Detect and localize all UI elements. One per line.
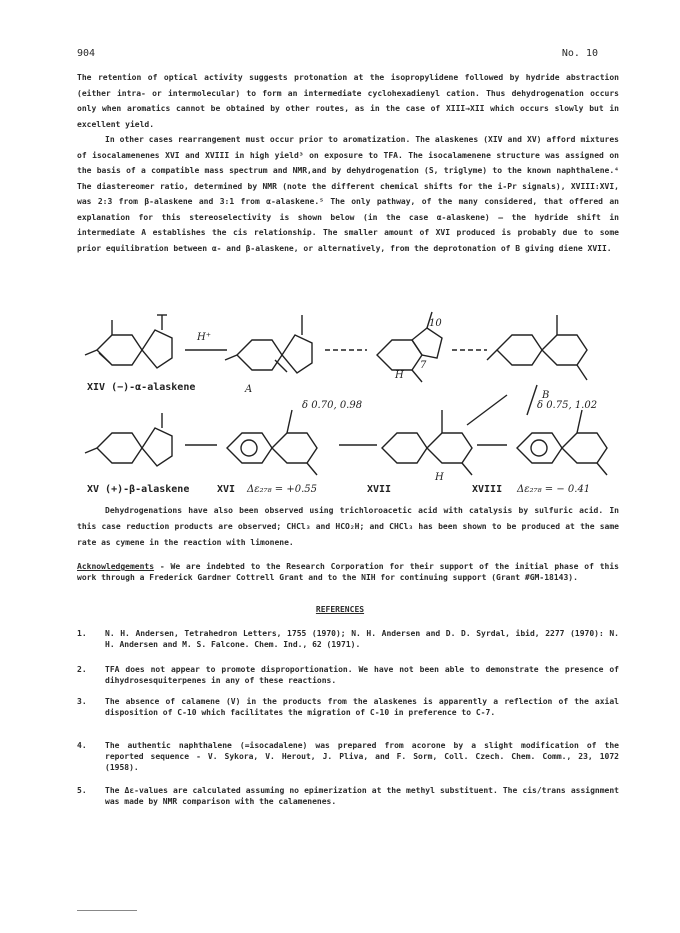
- label-xviii: XVIII: [472, 484, 503, 495]
- reference-number: 3.: [77, 697, 87, 706]
- ack-text: - We are indebted to the Research Corporation for their support of the initial phase of this work through a Frederick Gardner Cottrell Grant and to the NIH for continuing support (Grant #GM-18143).: [77, 562, 619, 582]
- label-xvii: XVII: [367, 484, 392, 495]
- label-a: A: [245, 384, 253, 395]
- issue-number: No. 10: [561, 48, 598, 59]
- reaction-scheme: [77, 300, 617, 500]
- reference-text: The absence of calamene (V) in the products from the alaskenes is apparently a reflection of the axial disposition of C-10 which facilitates the migration of C-10 in preference to C-7.: [105, 697, 619, 717]
- c7-label: 7: [420, 360, 427, 371]
- structure-xviii: [517, 410, 607, 475]
- label-xvi: XVI: [217, 484, 236, 495]
- paragraph-2: In other cases rearrangement must occur prior to aromatization. The alaskenes (XIV and XV) afford mixtures of isocalamenenes XVI and XVIII in high yield³ on exposure to TFA. The isocalamenene structure was assigned on the basis of a compatible mass spectrum and NMR,and by dehydrogenation (S, triglyme) to the known naphthalene.⁴ The diastereomer ratio, determined by NMR (note the different chemical shifts for the i-Pr signals), XVIII:XVI, was 2:3 from β-alaskene and 3:1 from α-alaskene.⁵ The only pathway, of the many considered, that offered an explanation for this stereoselectivity is shown below (in the case α-alaskene) — the hydride shift in intermediate A establishes the cis relationship. The smaller amount of XVI produced is probably due to some prior equilibration between α- and β-alaskene, or alternatively, from the deprotonation of B giving diene XVII.: [77, 135, 619, 253]
- arrow-4: [527, 385, 537, 415]
- structure-cation: [487, 315, 587, 380]
- c10-label: 10: [429, 318, 442, 329]
- references-title: REFERENCES: [315, 605, 365, 614]
- reference-text: The Δε-values are calculated assuming no epimerization at the methyl substituent. The cis/trans assignment was made by NMR comparison with the calamenenes.: [105, 786, 619, 806]
- reference-text: N. H. Andersen, Tetrahedron Letters, 1755 (1970); N. H. Andersen and D. D. Syrdal, ibid, 2277 (1970): N. H. Andersen and M. S. Falcone. Chem. Ind., 62 (1971).: [105, 629, 619, 649]
- paragraph-3-text: Dehydrogenations have also been observed using trichloroacetic acid with catalysis by sulfuric acid. In this case reduction products are observed; CHCl₃ and HCO₂H; and CHCl₃ has been shown to be produced at the same rate as cymene in the reaction with limonene.: [77, 506, 619, 547]
- structure-xvii: [382, 410, 472, 475]
- xviii-delta-epsilon: Δε₂₇₈ = − 0.41: [517, 484, 591, 495]
- reference-text: TFA does not appear to promote disproportionation. We have not been able to demonstrate the presence of dihydrosesquiterpenes in any of these reactions.: [105, 665, 619, 685]
- structure-a: [225, 315, 312, 373]
- structure-xv: [85, 413, 172, 466]
- ack-title: Acknowledgements: [77, 562, 155, 571]
- proton-label: H⁺: [197, 332, 211, 343]
- shift-label-2: δ 0.75, 1.02: [537, 400, 598, 411]
- reference-number: 5.: [77, 786, 87, 795]
- label-b: B: [542, 390, 550, 401]
- paragraph-1: The retention of optical activity suggests protonation at the isopropylidene followed by hydride abstraction (either intra- or intermolecular) to form an intermediate cyclohexadienyl cation. Thus dehydrogenation occurs only when aromatics cannot be obtained by other routes, as in the case of XIII→XII which occurs slowly but in excellent yield.: [77, 73, 619, 129]
- structure-xvi: [227, 410, 317, 475]
- reference-number: 4.: [77, 741, 87, 750]
- shift-label-1: δ 0.70, 0.98: [302, 400, 363, 411]
- h-label-1: H: [395, 370, 404, 381]
- arrow-5: [467, 395, 507, 425]
- structure-xiv: [85, 315, 172, 368]
- label-xv: XV (+)-β-alaskene: [87, 484, 190, 495]
- footer-rule: [77, 910, 137, 911]
- reference-text: The authentic naphthalene (=isocadalene) was prepared from acorone by a slight modification of the reported sequence - V. Sykora, V. Herout, J. Pliva, and F. Sorm, Coll. Czech. Chem. Comm., 23, 1072 (1958).: [105, 741, 619, 772]
- body-paragraphs: [77, 70, 619, 256]
- reference-number: 1.: [77, 629, 87, 638]
- reference-number: 2.: [77, 665, 87, 674]
- page-number: 904: [77, 48, 96, 59]
- h-label-2: H: [435, 472, 444, 483]
- xvi-delta-epsilon: Δε₂₇₈ = +0.55: [247, 484, 317, 495]
- label-xiv: XIV (−)-α-alaskene: [87, 382, 196, 393]
- paragraph-3: [77, 503, 619, 551]
- acknowledgements: [77, 561, 619, 583]
